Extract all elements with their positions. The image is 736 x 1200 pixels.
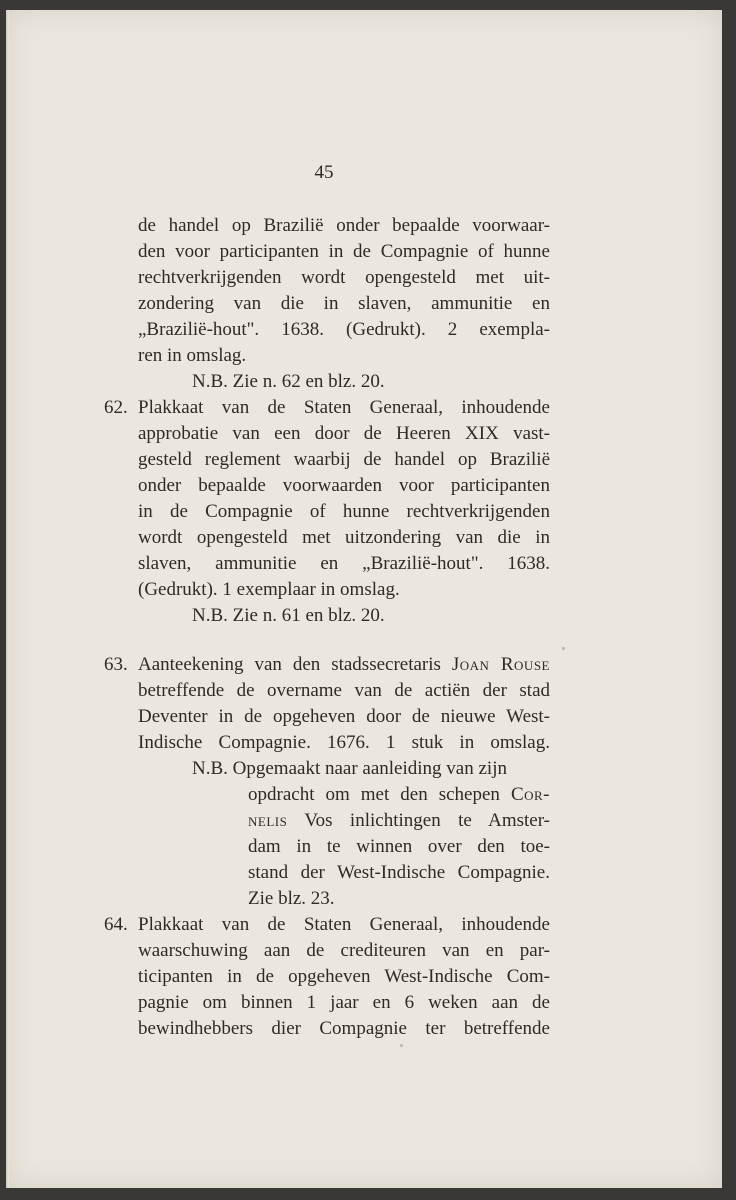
text-span: Vos inlichtingen te Amster-	[304, 810, 550, 831]
text-line: zondering van die in slaven, ammunitie en	[138, 293, 550, 314]
page-number: 45	[314, 162, 334, 183]
book-page	[6, 10, 722, 1188]
text-line: slaven, ammunitie en „Brazilië-hout". 1638.	[138, 553, 550, 574]
text-line	[248, 811, 550, 830]
text-line: Plakkaat van de Staten Generaal, inhoudende	[138, 914, 550, 935]
text-line: Indische Compagnie. 1676. 1 stuk in omslag.	[138, 732, 550, 753]
text-line: den voor participanten in de Compagnie of hunne	[138, 241, 550, 262]
text-line: Deventer in de opgeheven door de nieuwe West-	[138, 706, 550, 727]
text-line: dam in te winnen over den toe-	[248, 836, 550, 857]
person-name: nelis	[248, 810, 288, 831]
text-line: onder bepaalde voorwaarden voor participanten	[138, 475, 550, 496]
text-line	[248, 785, 550, 804]
text-line: „Brazilië-hout". 1638. (Gedrukt). 2 exempla-	[138, 319, 550, 340]
text-line	[138, 655, 550, 674]
text-line: Zie blz. 23.	[248, 888, 335, 909]
nb-note: N.B. Zie n. 62 en blz. 20.	[192, 371, 385, 392]
text-span: opdracht om met den schepen	[248, 784, 500, 805]
text-line: gesteld reglement waarbij de handel op Brazilië	[138, 449, 550, 470]
person-name: Joan Rouse	[451, 654, 550, 675]
text-line: de handel op Brazilië onder bepaalde voorwaar-	[138, 215, 550, 236]
entry-number-63: 63.	[104, 654, 128, 675]
paper-speck	[562, 647, 565, 650]
text-span: Aanteekening van den stadssecretaris	[138, 654, 441, 675]
text-line: rechtverkrijgenden wordt opengesteld met uit-	[138, 267, 550, 288]
entry-number-64: 64.	[104, 914, 128, 935]
text-line: ren in omslag.	[138, 345, 247, 366]
text-line: (Gedrukt). 1 exemplaar in omslag.	[138, 579, 400, 600]
person-name: Cor-	[510, 784, 550, 805]
text-line: stand der West-Indische Compagnie.	[248, 862, 550, 883]
entry-number-62: 62.	[104, 397, 128, 418]
nb-note: N.B. Zie n. 61 en blz. 20.	[192, 605, 385, 626]
text-line: bewindhebbers dier Compagnie ter betreffende	[138, 1018, 550, 1039]
text-line: Plakkaat van de Staten Generaal, inhoudende	[138, 397, 550, 418]
nb-note: N.B. Opgemaakt naar aanleiding van zijn	[192, 758, 507, 779]
text-line: in de Compagnie of hunne rechtverkrijgenden	[138, 501, 550, 522]
text-line: pagnie om binnen 1 jaar en 6 weken aan de	[138, 992, 550, 1013]
text-line: approbatie van een door de Heeren XIX vast-	[138, 423, 550, 444]
paper-speck	[400, 1044, 403, 1047]
text-line: wordt opengesteld met uitzondering van die in	[138, 527, 550, 548]
text-line: waarschuwing aan de crediteuren van en par-	[138, 940, 550, 961]
text-line: betreffende de overname van de actiën der stad	[138, 680, 550, 701]
text-line: ticipanten in de opgeheven West-Indische Com-	[138, 966, 550, 987]
